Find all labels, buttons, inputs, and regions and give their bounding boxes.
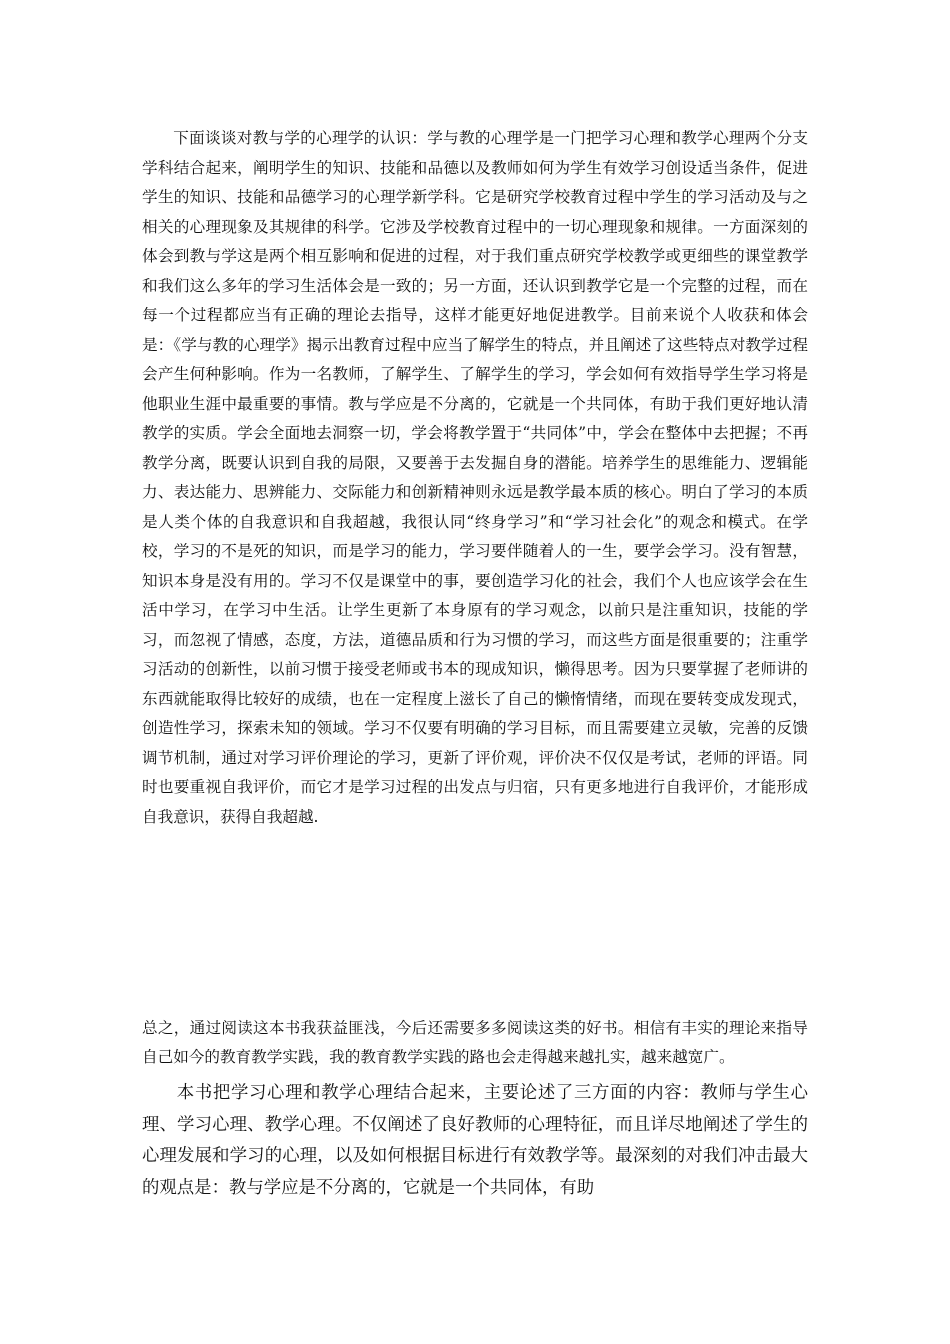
body-paragraph-conclusion: 总之，通过阅读这本书我获益匪浅，今后还需要多多阅读这类的好书。相信有丰实的理论来指导自己如今的教育教学实践，我的教育教学实践的路也会走得越来越扎实，越来越宽广。 (142, 1019, 808, 1066)
body-paragraph-learning-psychology: 下面谈谈对教与学的心理学的认识：学与教的心理学是一门把学习心理和教学心理两个分支学科结合起来，阐明学生的知识、技能和品德以及教师如何为学生有效学习创设适当条件，促进学生的知识、技能和品德学习的心理学新学科。它是研究学校教育过程中学生的学习活动及与之相关的心理现象及其规律的科学。它涉及学校教育过程中的一切心理现象和规律。一方面深刻的体会到教与学这是两个相互影响和促进的过程，对于我们重点研究学校教学或更细些的课堂教学和我们这么多年的学习生活体会是一致的；另一方面，还认识到教学它是一个完整的过程，而在每一个过程都应当有正确的理论去指导，这样才能更好地促进教学。目前来说个人收获和体会是：《学与教的心理学》揭示出教育过程中应当了解学生的特点，并且阐述了这些特点对教学过程会产生何种影响。作为一名教师，了解学生、了解学生的学习，学会如何有效指导学生学习将是他职业生涯中最重要的事情。教与学应是不分离的，它就是一个共同体，有助于我们更好地认清教学的实质。学会全面地去洞察一切，学会将教学置于“共同体”中，学会在整体中去把握；不再教学分离，既要认识到自我的局限，又要善于去发掘自身的潜能。培养学生的思维能力、逻辑能力、表达能力、思辨能力、交际能力和创新精神则永远是教学最本质的核心。明白了学习的本质是人类个体的自我意识和自我超越，我很认同“终身学习”和“学习社会化”的观念和模式。在学校，学习的不是死的知识，而是学习的能力，学习要伴随着人的一生，要学会学习。没有智慧，知识本身是没有用的。学习不仅是课堂中的事，要创造学习化的社会，我们个人也应该学会在生活中学习，在学习中生活。让学生更新了本身原有的学习观念，以前只是注重知识，技能的学习，而忽视了情感，态度，方法，道德品质和行为习惯的学习，而这些方面是很重要的；注重学习活动的创新性，以前习惯于接受老师或书本的现成知识，懒得思考。因为只要掌握了老师讲的东西就能取得比较好的成绩，也在一定程度上滋长了自己的懒惰情绪，而现在要转变成发现式，创造性学习，探索未知的领域。学习不仅要有明确的学习目标，而且需要建立灵敏，完善的反馈调节机制，通过对学习评价理论的学习，更新了评价观，评价决不仅仅是考试，老师的评语。同时也要重视自我评价，而它才是学习过程的出发点与归宿，只有更多地进行自我评价，才能形成自我意识，获得自我超越. (142, 129, 808, 826)
body-paragraph-book-summary: 本书把学习心理和教学心理结合起来，主要论述了三方面的内容：教师与学生心理、学习心理、教学心理。不仅阐述了良好教师的心理特征，而且详尽地阐述了学生的心理发展和学习的心理，以及如何根据目标进行有效教学等。最深刻的对我们冲击最大的观点是：教与学应是不分离的，它就是一个共同体，有助 (142, 1083, 808, 1198)
